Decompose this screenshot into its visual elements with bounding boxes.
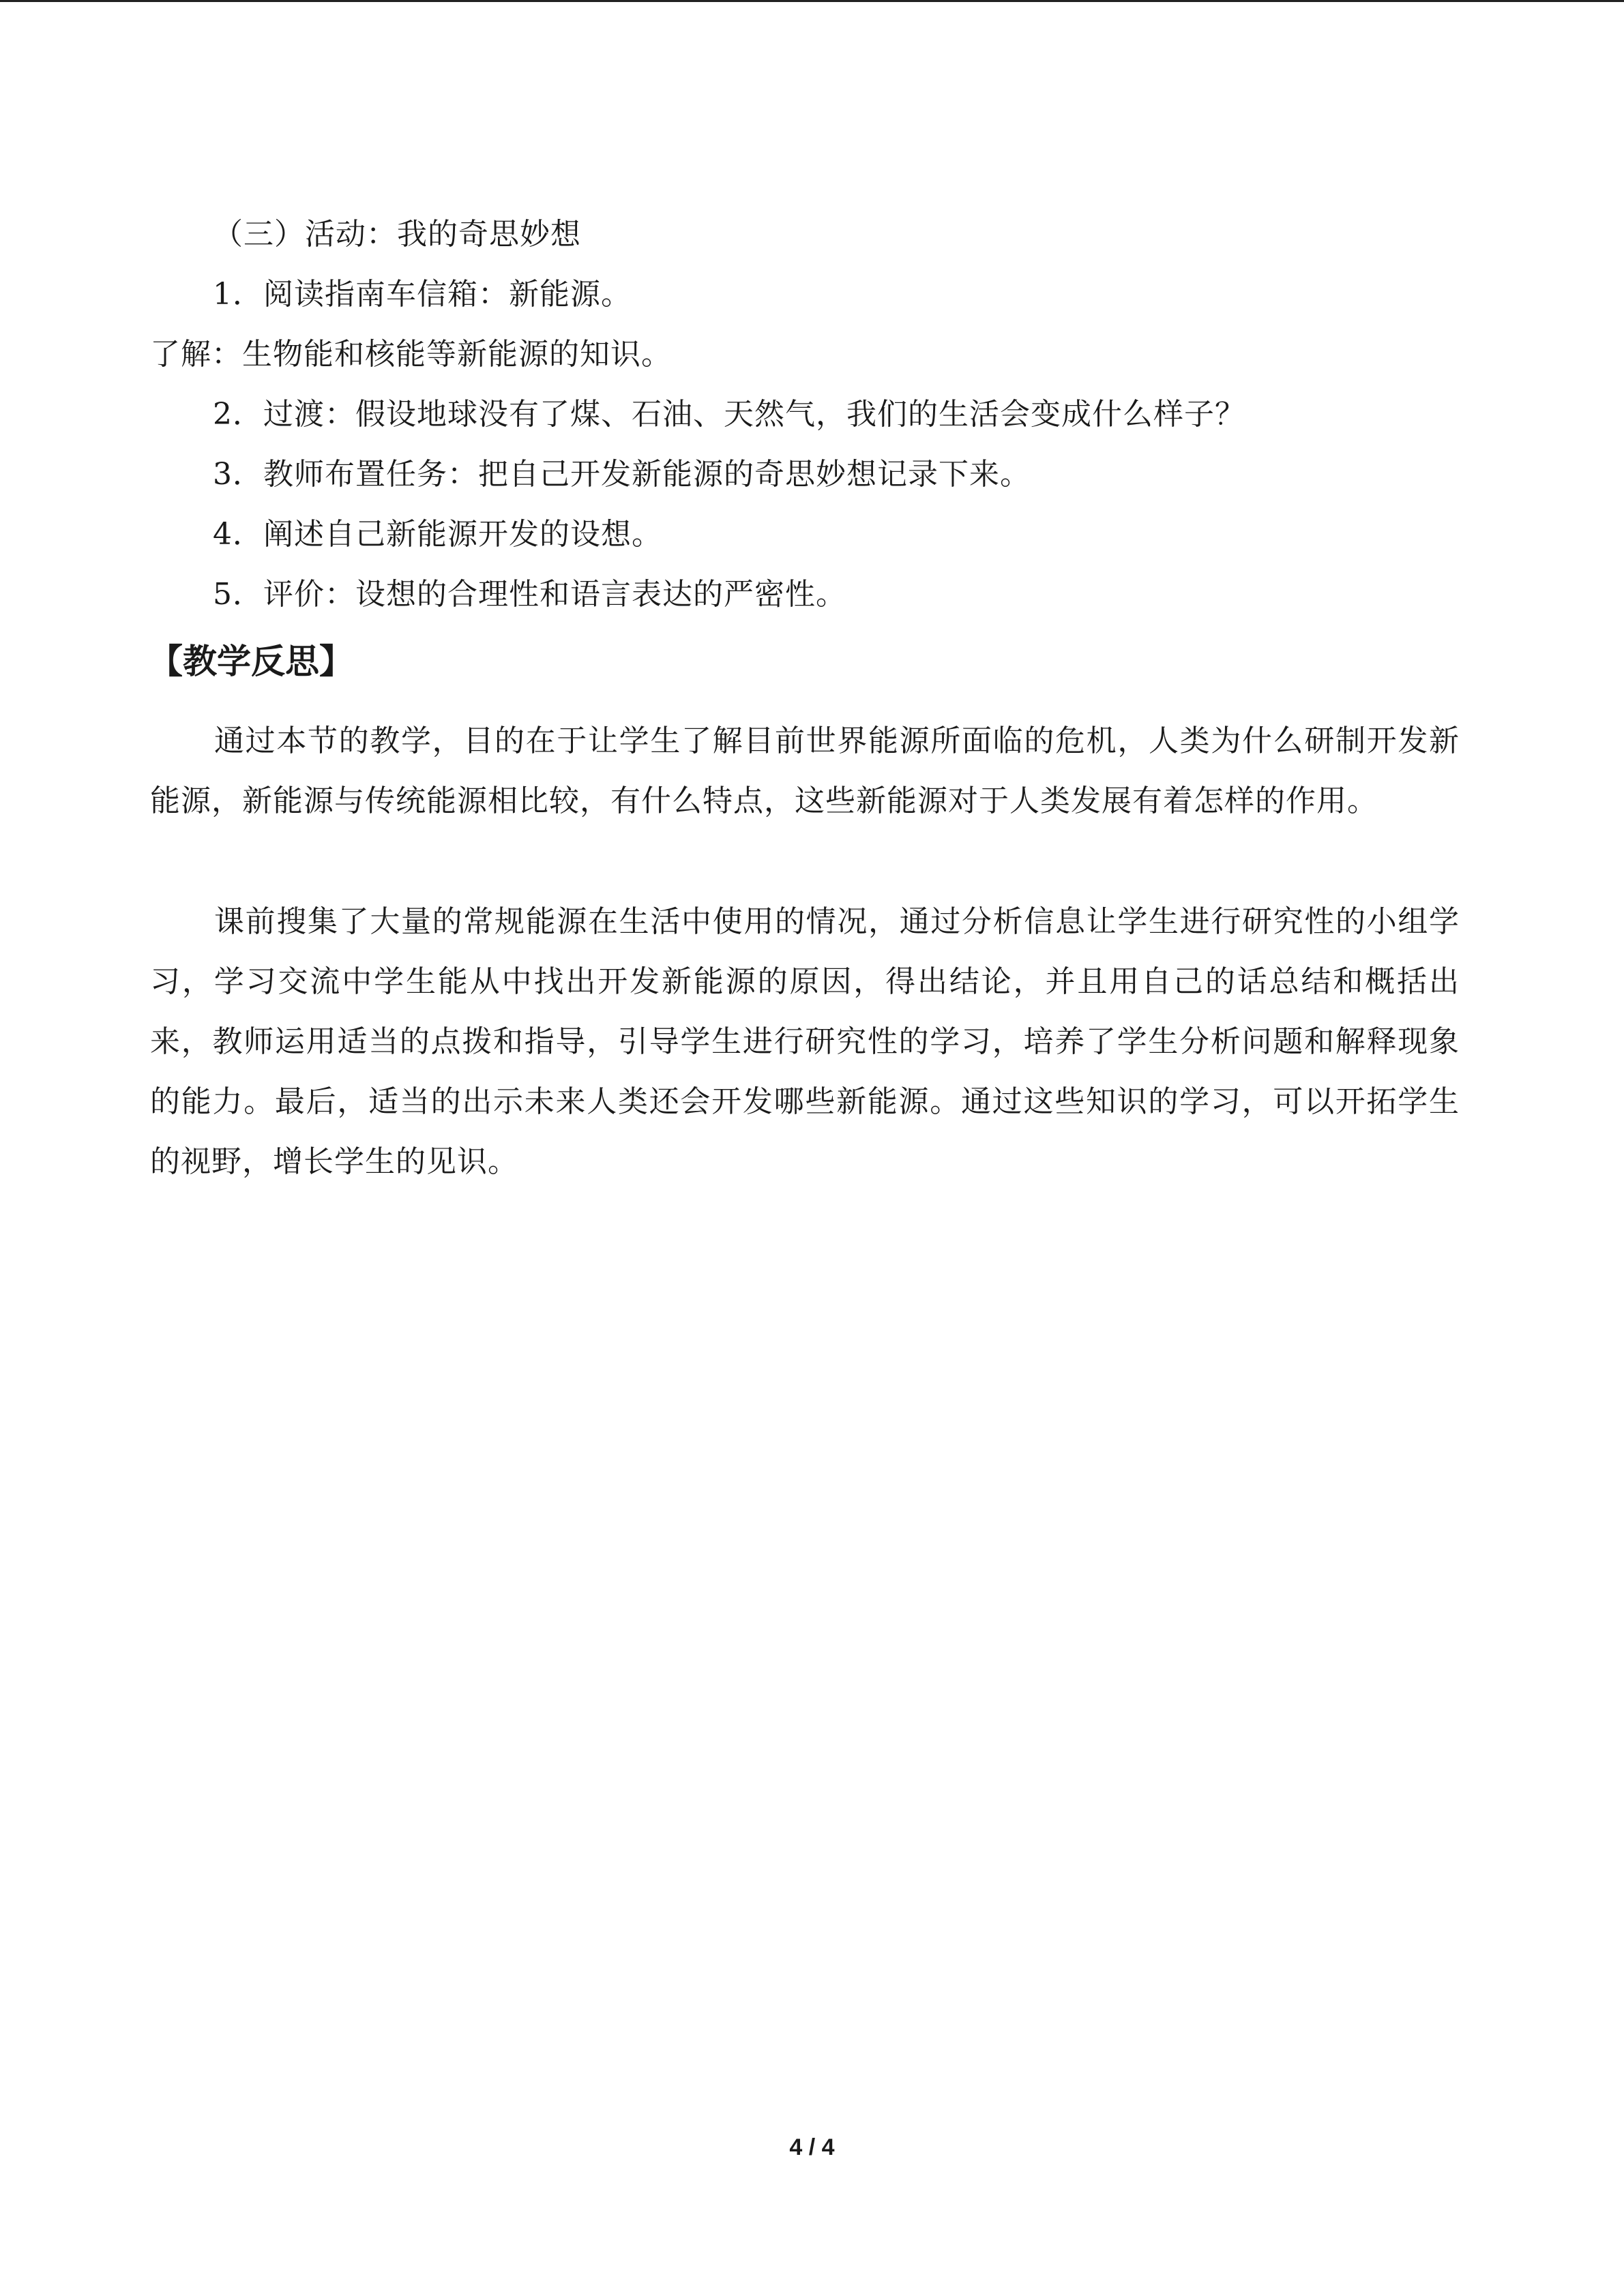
section-item-1: 1．阅读指南车信箱：新能源。 [213,277,632,312]
reflection-heading: 【教学反思】 [149,642,353,681]
section-title: （三）活动：我的奇思妙想 [213,217,581,252]
reflection-paragraph-1: 通过本节的教学，目的在于让学生了解目前世界能源所面临的危机，人类为什么研制开发新能源，新能源与传统能源相比较，有什么特点，这些新能源对于人类发展有着怎样的作用。 [150,724,1460,818]
section-item-2: 2．过渡：假设地球没有了煤、石油、天然气，我们的生活会变成什么样子？ [213,397,1245,432]
reflection-paragraph-2: 课前搜集了大量的常规能源在生活中使用的情况，通过分析信息让学生进行研究性的小组学习，学习交流中学生能从中找出开发新能源的原因，得出结论，并且用自己的话总结和概括出来，教师运用适当的点拨和指导，引导学生进行研究性的学习，培养了学生分析问题和解释现象的能力。最后，适当的出示未来人类还会开发哪些新能源。通过这些知识的学习，可以开拓学生的视野，增长学生的见识。 [150,904,1460,1179]
section-item-5: 5．评价：设想的合理性和语言表达的严密性。 [213,577,846,612]
page-number: 4 / 4 [789,2134,835,2160]
section-item-understand: 了解：生物能和核能等新能源的知识。 [150,337,672,372]
section-item-3: 3．教师布置任务：把自己开发新能源的奇思妙想记录下来。 [213,457,1031,492]
section-item-4: 4．阐述自己新能源开发的设想。 [213,517,662,552]
